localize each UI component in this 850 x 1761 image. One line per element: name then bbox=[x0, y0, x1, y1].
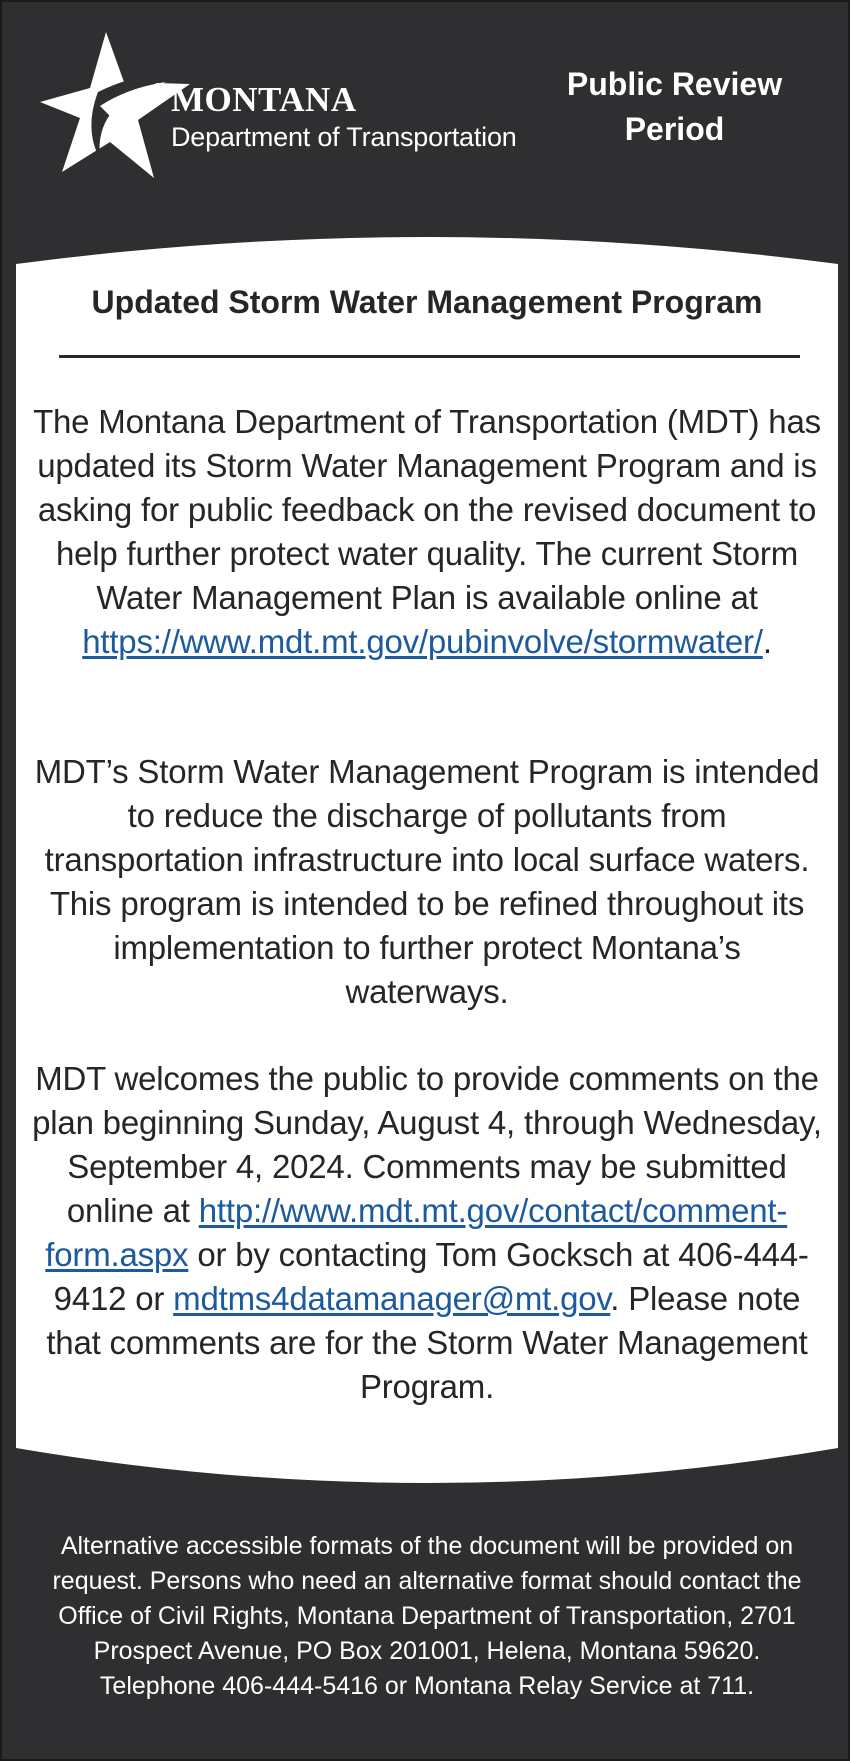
review-title bbox=[547, 62, 802, 152]
review-title-line2: Period bbox=[624, 111, 725, 147]
paragraph3-contact-text: or by contacting Tom Gocksch at 406-444-9412 or bbox=[53, 1236, 809, 1317]
paragraph3-closing-text: . Please note that comments are for the Storm Water Management Program. bbox=[46, 1280, 808, 1405]
stormwater-plan-link[interactable]: https://www.mdt.mt.gov/pubinvolve/stormwater/ bbox=[82, 623, 763, 660]
agency-subtitle: Department of Transportation bbox=[171, 122, 517, 152]
comment-form-link[interactable]: http://www.mdt.mt.gov/contact/comment-form.aspx bbox=[45, 1192, 788, 1273]
paragraph-plan-availability bbox=[32, 400, 822, 664]
star-road-icon bbox=[40, 32, 190, 178]
paragraph1-text: The Montana Department of Transportation (MDT) has updated its Storm Water Management Program and is asking for public feedback on the revised document to help further protect water quality. The current Storm Water Management Plan is available online at bbox=[33, 403, 821, 616]
paragraph3-text: MDT welcomes the public to provide comments on the plan beginning Sunday, August 4, through Wednesday, September 4, 2024. Comments may be submitted online at bbox=[32, 1060, 822, 1229]
page-title: Updated Storm Water Management Program bbox=[91, 284, 763, 320]
heading-divider bbox=[59, 355, 800, 358]
paragraph1-period: . bbox=[762, 623, 772, 660]
paragraph-comment-instructions bbox=[32, 1057, 822, 1409]
email-link[interactable]: mdtms4datamanager@mt.gov bbox=[173, 1280, 611, 1317]
agency-name: MONTANA bbox=[171, 80, 357, 119]
review-title-line1: Public Review bbox=[566, 66, 783, 102]
accessibility-footer: Alternative accessible formats of the document will be provided on request. Persons who need an alternative format should contact the Office of Civil Rights, Montana Department of Transportation, 2701 Prospect Avenue, PO Box 201001, Helena, Montana 59620. Telephone 406-444-5416 or Montana Relay Service at 711. bbox=[52, 1532, 802, 1700]
paragraph-program-intent: MDT’s Storm Water Management Program is intended to reduce the discharge of pollutants from transportation infrastructure into local surface waters. This program is intended to be refined throughout its implementation to further protect Montana’s waterways. bbox=[34, 753, 820, 1010]
